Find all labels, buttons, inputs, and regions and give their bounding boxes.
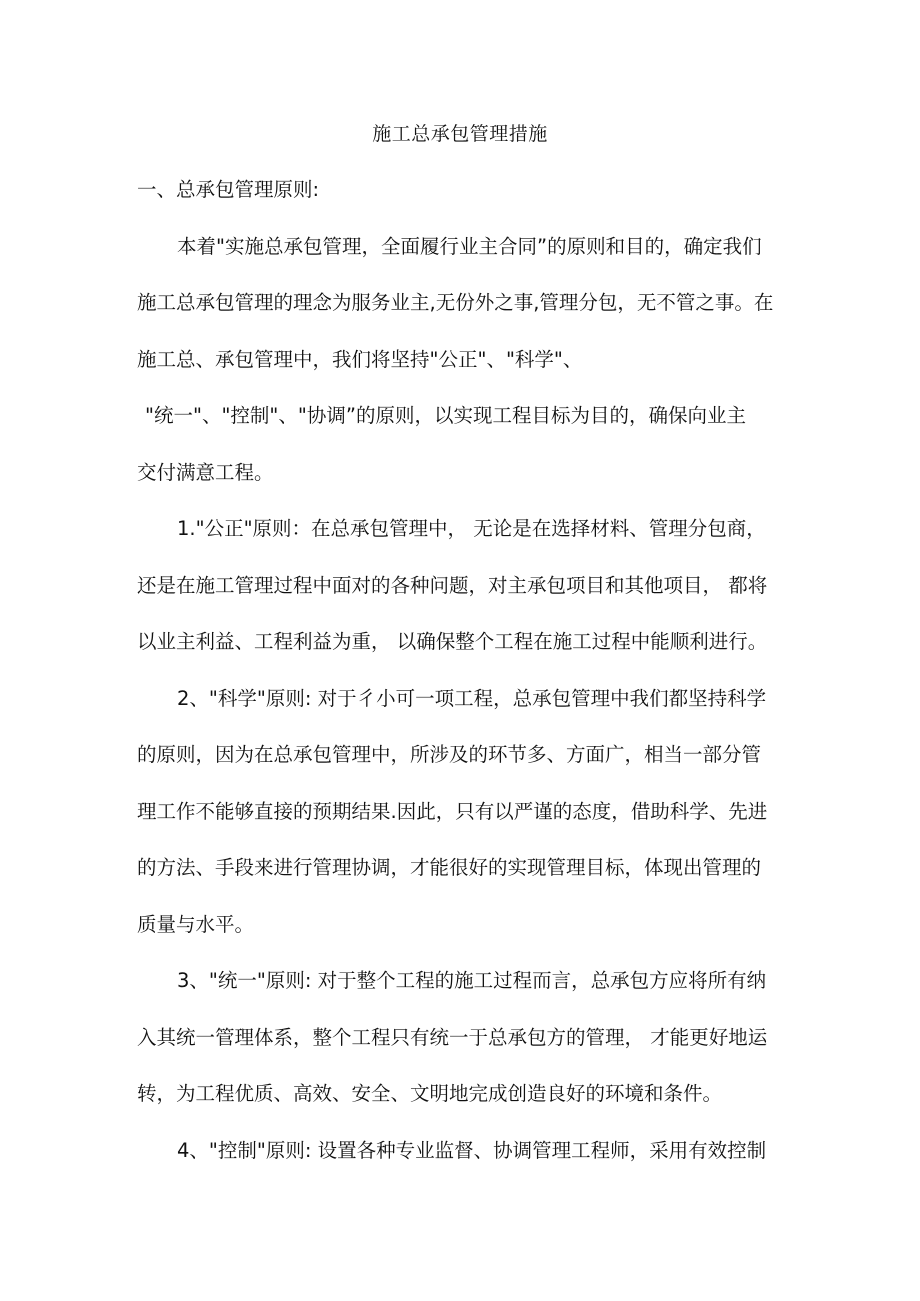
item-2-line-2: 的原则，因为在总承包管理中，所涉及的环节多、方面广，相当一部分管 (137, 743, 762, 766)
item-3-line-3: 转，为工程优质、高效、安全、文明地完成创造良好的环境和条件。 (137, 1082, 723, 1105)
item-2-line-1: 2、"科学"原则: 对于彳小可一项工程，总承包管理中我们都坚持科学 (177, 687, 767, 710)
item-2-line-4: 的方法、手段来进行管理协调，才能很好的实现管理目标，体现出管理的 (137, 856, 762, 879)
document-title: 施工总承包管理措施 (372, 123, 548, 145)
item-1-line-2: 还是在施工管理过程中面对的各种问题，对主承包项目和其他项目， 都将 (137, 574, 768, 597)
item-4-line-1: 4、"控制"原则: 设置各种专业监督、协调管理工程师，采用有效控制 (177, 1139, 767, 1162)
intro-line-4: "统一"、"控制"、"协调”的原则，以实现工程目标为目的，确保向业主 (145, 404, 746, 427)
item-1-line-3: 以业主利益、工程利益为重， 以确保整个工程在施工过程中能顺利进行。 (137, 630, 768, 653)
intro-line-3: 施工总、承包管理中，我们将坚持"公正"、"科学"、 (137, 348, 583, 371)
item-3-line-2: 入其统一管理体系，整个工程只有统一于总承包方的管理， 才能更好地运 (137, 1026, 768, 1049)
item-1-line-1: 1."公正"原则：在总承包管理中， 无论是在选择材料、管理分包商， (177, 517, 766, 540)
item-3-line-1: 3、"统一"原则: 对于整个工程的施工过程而言，总承包方应将所有纳 (177, 969, 767, 992)
section-heading: 一、总承包管理原则: (137, 178, 320, 201)
item-2-line-5: 质量与水平。 (137, 913, 255, 936)
intro-line-1: 本着"实施总承包管理，全面履行业主合同”的原则和目的，确定我们 (177, 235, 762, 258)
intro-line-2: 施工总承包管理的理念为服务业主,无份外之事,管理分包，无不管之事。在 (137, 291, 774, 314)
intro-line-5: 交付满意工程。 (137, 461, 274, 484)
item-2-line-3: 理工作不能够直接的预期结果.因此，只有以严谨的态度，借助科学、先进 (137, 800, 768, 823)
